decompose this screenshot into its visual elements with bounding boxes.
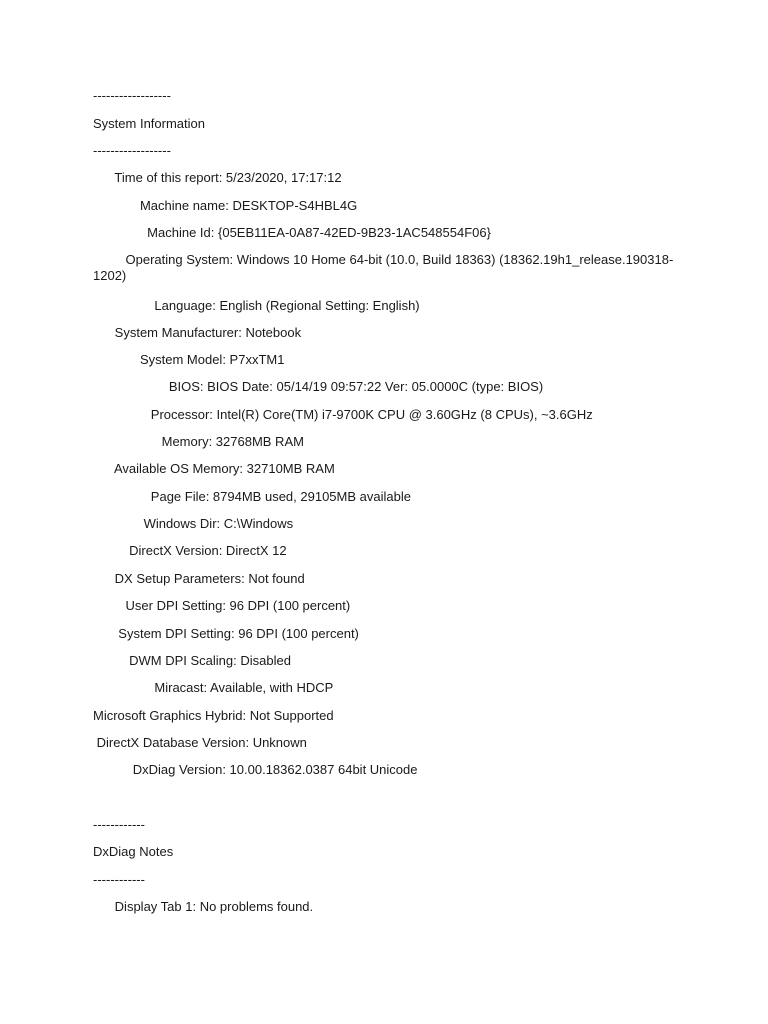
info-line-system-model: System Model: P7xxTM1 <box>93 352 285 367</box>
info-line-directx-version: DirectX Version: DirectX 12 <box>93 543 287 558</box>
info-line-machine-id: Machine Id: {05EB11EA-0A87-42ED-9B23-1AC548554F06} <box>93 225 491 240</box>
section-divider: ------------------ <box>93 88 171 103</box>
info-line-memory: Memory: 32768MB RAM <box>93 434 304 449</box>
info-line-bios: BIOS: BIOS Date: 05/14/19 09:57:22 Ver: 05.0000C (type: BIOS) <box>93 379 544 394</box>
info-line-dxdiag-version: DxDiag Version: 10.00.18362.0387 64bit Unicode <box>93 762 418 777</box>
info-line-available-os-memory: Available OS Memory: 32710MB RAM <box>93 461 335 476</box>
info-line-user-dpi-setting: User DPI Setting: 96 DPI (100 percent) <box>93 598 351 613</box>
info-line-directx-database-version: DirectX Database Version: Unknown <box>93 735 307 750</box>
info-line-dx-setup-parameters: DX Setup Parameters: Not found <box>93 571 305 586</box>
info-line-graphics-hybrid: Microsoft Graphics Hybrid: Not Supported <box>93 708 334 723</box>
info-line-dwm-dpi-scaling: DWM DPI Scaling: Disabled <box>93 653 291 668</box>
section-divider: ------------ <box>93 872 145 887</box>
info-line-language: Language: English (Regional Setting: English) <box>93 298 420 313</box>
info-line-machine-name: Machine name: DESKTOP-S4HBL4G <box>93 198 358 213</box>
section-divider: ------------ <box>93 817 145 832</box>
section-heading-dxdiag-notes: DxDiag Notes <box>93 844 174 859</box>
info-line-page-file: Page File: 8794MB used, 29105MB available <box>93 489 411 504</box>
info-line-miracast: Miracast: Available, with HDCP <box>93 680 334 695</box>
info-line-time-of-report: Time of this report: 5/23/2020, 17:17:12 <box>93 170 342 185</box>
section-divider: ------------------ <box>93 143 171 158</box>
info-line-processor: Processor: Intel(R) Core(TM) i7-9700K CPU @ 3.60GHz (8 CPUs), ~3.6GHz <box>93 407 593 422</box>
info-line-windows-dir: Windows Dir: C:\Windows <box>93 516 294 531</box>
info-line-operating-system: Operating System: Windows 10 Home 64-bit (10.0, Build 18363) (18362.19h1_release.190318-1202) <box>93 252 674 283</box>
info-line-system-dpi-setting: System DPI Setting: 96 DPI (100 percent) <box>93 626 359 641</box>
info-line-system-manufacturer: System Manufacturer: Notebook <box>93 325 302 340</box>
note-line-display-tab: Display Tab 1: No problems found. <box>93 899 314 914</box>
section-heading-system-information: System Information <box>93 116 205 131</box>
